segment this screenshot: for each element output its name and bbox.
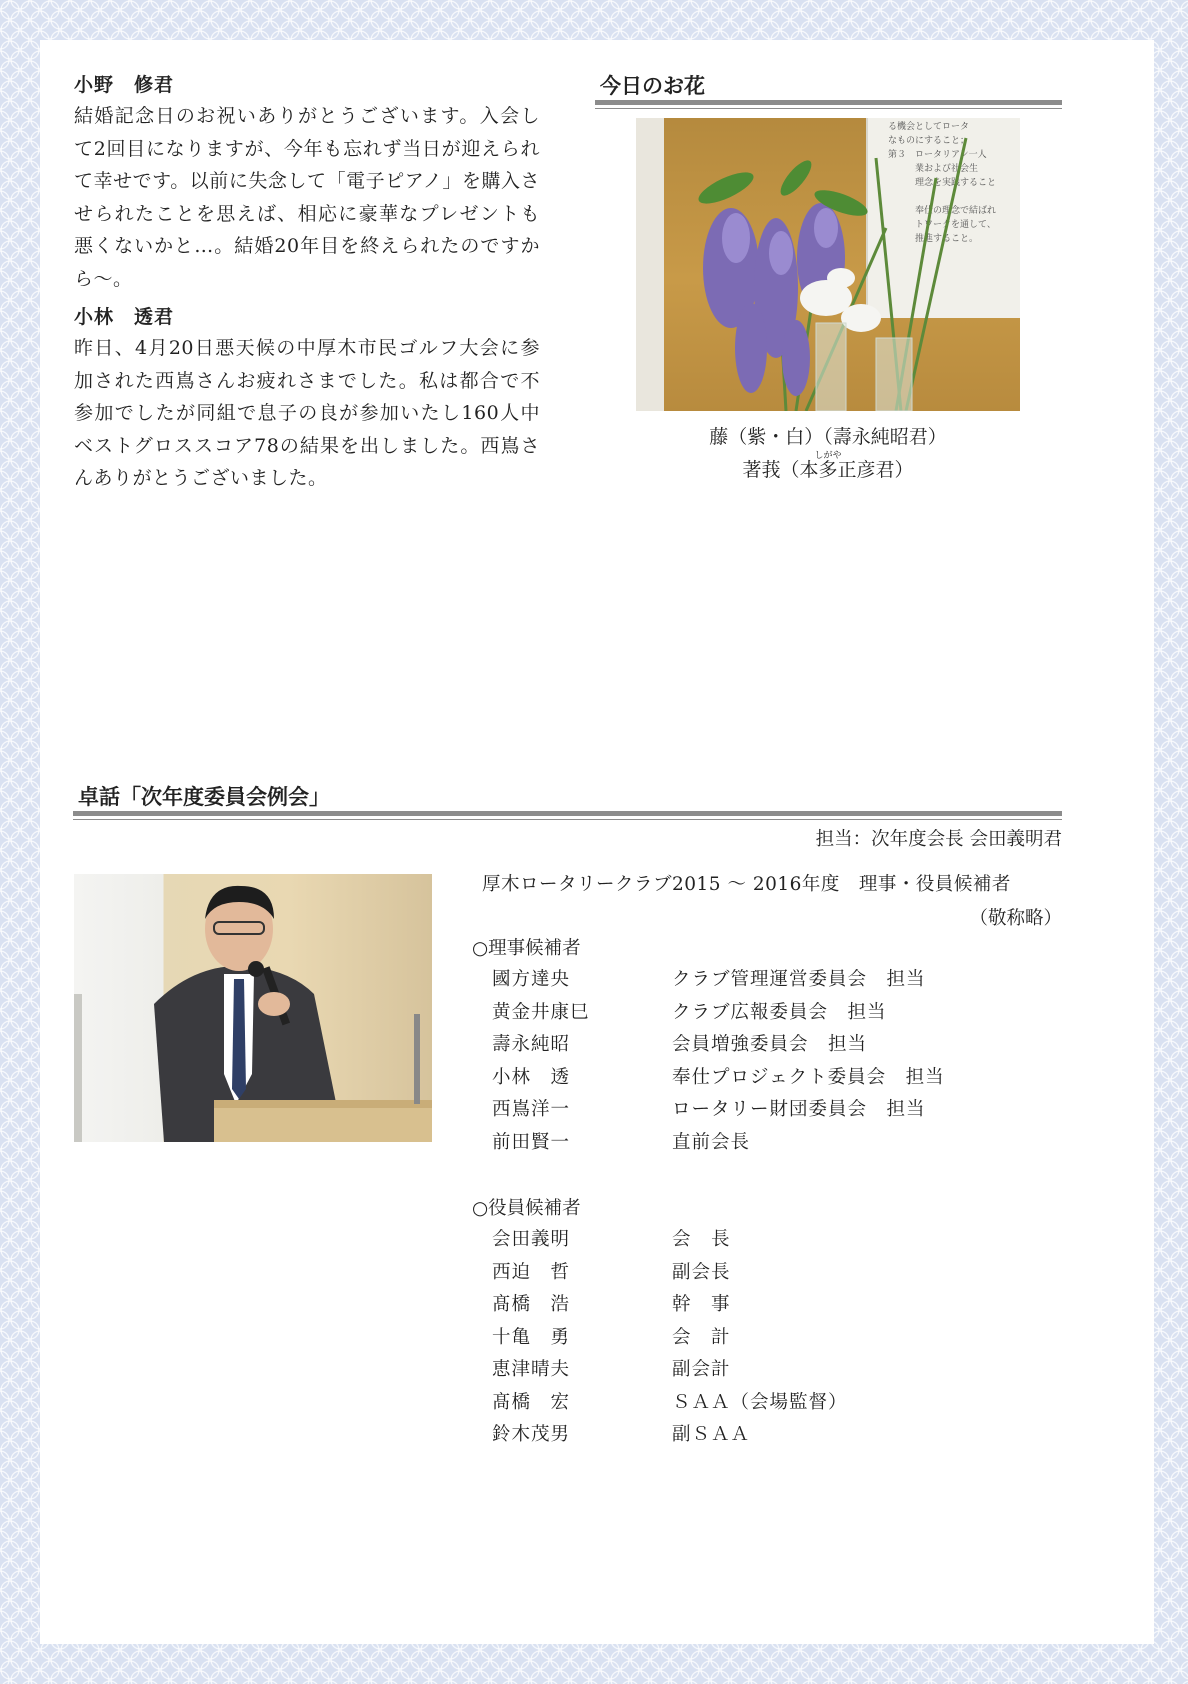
wisteria-illustration	[636, 118, 1020, 411]
officer-role: ＳＡＡ（会場監督）	[672, 1391, 848, 1413]
officer-role: 会 長	[672, 1229, 731, 1250]
speaker-illustration	[74, 874, 432, 1142]
speaker-photo	[74, 874, 432, 1142]
flower-photo	[636, 118, 1020, 411]
talk-heading: 厚木ロータリークラブ2015 ～ 2016年度 理事・役員候補者	[482, 874, 1011, 895]
director-role: 奉仕プロジェクト委員会 担当	[672, 1066, 945, 1088]
message-text: 昨日、4月20日悪天候の中厚木市民ゴルフ大会に参加された西嶌さんお疲れさまでした。私は都合で不参加でしたが同組で息子の良が参加いたし160人中ベストグロススコア78の結果を出しました。西嶌さんありがとうございました。	[74, 337, 540, 489]
officers-list	[492, 1224, 1052, 1454]
director-role: 会員増強委員会 担当	[672, 1034, 868, 1055]
poster-text: る機会としてロータ なものにすること； 第３ ロータリアン一人 業および社会生 理念を実践すること 奉仕の理念で結ばれ トワークを通して、 推進すること。	[888, 122, 997, 244]
director-name: 小林 透	[492, 1066, 571, 1088]
director-name: 壽永純昭	[492, 1034, 571, 1055]
director-name: 黄金井康巳	[492, 1001, 590, 1023]
flower-caption-2: 著莪（本多正彦君）	[742, 459, 914, 481]
directors-label: ○理事候補者	[472, 938, 581, 959]
officer-role: 副ＳＡＡ	[672, 1424, 751, 1445]
message-author: 小野 修君	[74, 74, 175, 96]
director-role: 直前会長	[672, 1131, 751, 1153]
officer-name: 髙橋 宏	[492, 1391, 571, 1413]
director-name: 西嶌洋一	[492, 1099, 571, 1120]
officer-role: 幹 事	[672, 1294, 731, 1315]
talk-section-title: 卓話「次年度委員会例会」	[78, 785, 330, 809]
officer-name: 会田義明	[492, 1229, 571, 1250]
director-name: 前田賢一	[492, 1131, 571, 1153]
officers-label: ○役員候補者	[472, 1198, 581, 1219]
flower-ruby: しがや	[814, 451, 842, 461]
flowers-section-title: 今日のお花	[600, 74, 705, 98]
section-rule	[595, 100, 1062, 105]
section-rule	[73, 811, 1062, 816]
director-role: クラブ管理運営委員会 担当	[672, 969, 926, 990]
officer-role: 副会長	[672, 1261, 731, 1283]
talk-presenter: 担当：次年度会長 会田義明君	[815, 829, 1062, 850]
officer-role: 会 計	[672, 1326, 731, 1348]
officer-name: 髙橋 浩	[492, 1294, 571, 1315]
section-rule	[595, 108, 1062, 109]
officer-name: 西迫 哲	[492, 1261, 571, 1283]
director-role: クラブ広報委員会 担当	[672, 1001, 887, 1023]
page	[40, 40, 1154, 1644]
message-author: 小林 透君	[74, 306, 175, 328]
officer-role: 副会計	[672, 1359, 731, 1380]
flower-caption-1: 藤（紫・白）（壽永純昭君）	[709, 426, 947, 448]
honorific-note: （敬称略）	[969, 908, 1062, 929]
director-name: 國方達央	[492, 969, 571, 990]
officer-name: 十亀 勇	[492, 1326, 571, 1348]
officer-name: 鈴木茂男	[492, 1424, 571, 1445]
section-rule	[73, 819, 1062, 820]
officer-name: 恵津晴夫	[492, 1359, 571, 1380]
message-text: 結婚記念日のお祝いありがとうございます。入会して2回目になりますが、今年も忘れず当日が迎えられて幸せです。以前に失念して「電子ピアノ」を購入させられたことを思えば、相応に豪華なプレゼントも悪くないかと…。結婚20年目を終えられたのですから～。	[74, 105, 540, 290]
director-role: ロータリー財団委員会 担当	[672, 1099, 926, 1120]
directors-list	[492, 964, 1052, 1164]
